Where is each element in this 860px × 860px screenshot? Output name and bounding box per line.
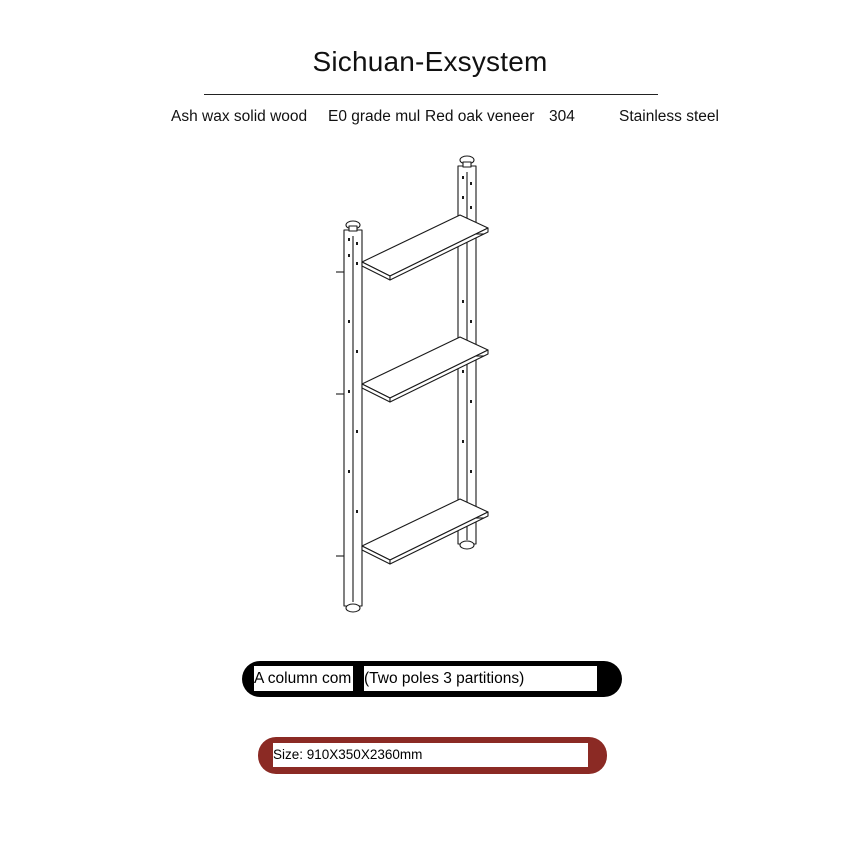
material-e0-board: E0 grade mul xyxy=(328,108,421,125)
material-red-oak: Red oak veneer xyxy=(425,108,535,125)
size-pill xyxy=(258,737,607,774)
configuration-label-b: (Two poles 3 partitions) xyxy=(364,666,597,691)
material-ash-wood: Ash wax solid wood xyxy=(171,108,308,125)
title-divider xyxy=(204,94,658,95)
configuration-label-a: A column com xyxy=(254,666,353,691)
shelf-unit-drawing xyxy=(320,150,500,620)
size-label: Size: 910X350X2360mm xyxy=(273,743,588,767)
configuration-pill xyxy=(242,661,622,697)
material-304: 304 xyxy=(549,108,575,125)
material-stainless-steel: Stainless steel xyxy=(619,108,719,125)
front-pole xyxy=(344,221,362,612)
page-title: Sichuan-Exsystem xyxy=(312,46,548,77)
